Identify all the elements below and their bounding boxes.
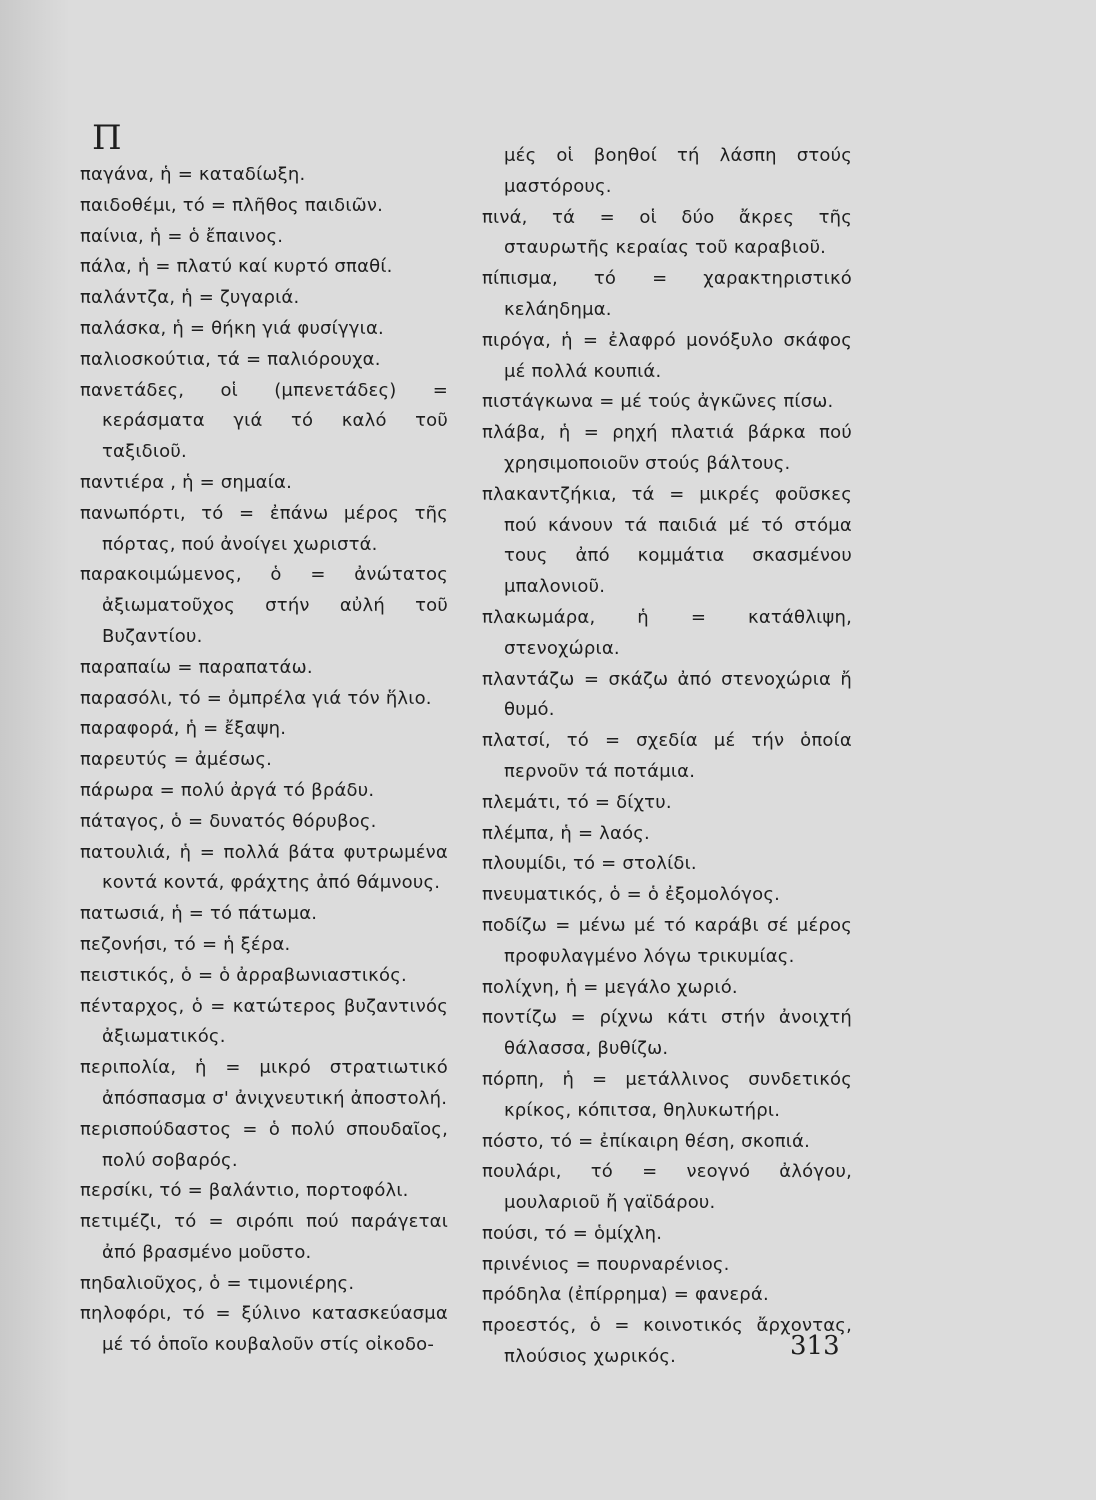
glossary-entry: πάταγος, ὁ = δυνατός θόρυβος. xyxy=(80,810,377,832)
glossary-entry: παρασόλι, τό = ὀμπρέλα γιά τόν ἥλιο. xyxy=(80,687,432,709)
glossary-entry: παίνια, ἡ = ὁ ἔπαινος. xyxy=(80,225,284,247)
glossary-entry: πατωσιά, ἡ = τό πάτωμα. xyxy=(80,903,318,925)
page-edge-shadow xyxy=(0,0,70,1500)
continued-entry: μές οἱ βοηθοί τή λάσπη στούς μαστόρους. xyxy=(504,145,852,197)
glossary-entry: πατουλιά, ἡ = πολλά βάτα φυτρωμένα κοντά κοντά, φράχτης ἀπό θάμνους. xyxy=(80,841,448,894)
glossary-entry: ποδίζω = μένω μέ τό καράβι σέ μέρος προφυλαγμένο λόγω τρικυμίας. xyxy=(482,914,852,967)
glossary-entry: προεστός, ὁ = κοινοτικός ἄρχοντας, πλούσιος χωρικός. xyxy=(482,1315,852,1368)
glossary-entry: πανωπόρτι, τό = ἐπάνω μέρος τῆς πόρτας, πού ἀνοίγει χωριστά. xyxy=(80,502,448,555)
page-number: 313 xyxy=(790,1331,840,1361)
glossary-entry: πλακωμάρα, ἡ = κατάθλιψη, στενοχώρια. xyxy=(482,606,852,659)
glossary-entry: πούσι, τό = ὁμίχλη. xyxy=(482,1222,663,1244)
glossary-entry: παιδοθέμι, τό = πλῆθος παιδιῶν. xyxy=(80,194,384,216)
glossary-entry: πολίχνη, ἡ = μεγάλο χωριό. xyxy=(482,976,738,998)
glossary-entry: περσίκι, τό = βαλάντιο, πορτοφόλι. xyxy=(80,1180,409,1202)
glossary-entry: ποντίζω = ρίχνω κάτι στήν ἀνοιχτή θάλασσα, βυθίζω. xyxy=(482,1007,852,1060)
glossary-entry: πειστικός, ὁ = ὁ ἀρραβωνιαστικός. xyxy=(80,964,407,986)
glossary-entry: πιρόγα, ἡ = ἐλαφρό μονόξυλο σκάφος μέ πολλά κουπιά. xyxy=(482,329,852,382)
glossary-entry: πνευματικός, ὁ = ὁ ἐξομολόγος. xyxy=(482,884,781,906)
glossary-entry: πλέμπα, ἡ = λαός. xyxy=(482,822,650,844)
glossary-entry: παλιοσκούτια, τά = παλιόρουχα. xyxy=(80,348,381,370)
glossary-entry: πλάβα, ἡ = ρηχή πλατιά βάρκα πού χρησιμοποιοῦν στούς βάλτους. xyxy=(482,422,852,474)
glossary-entry: πεζονήσι, τό = ἡ ξέρα. xyxy=(80,933,291,955)
glossary-entry: πίπισμα, τό = χαρακτηριστικό κελάηδημα. xyxy=(482,268,852,320)
glossary-entry: παραπαίω = παραπατάω. xyxy=(80,656,313,678)
glossary-entry: πλεμάτι, τό = δίχτυ. xyxy=(482,791,672,813)
glossary-entry: πουλάρι, τό = νεογνό ἀλόγου, μουλαριοῦ ἤ γαϊδάρου. xyxy=(482,1161,852,1214)
glossary-entry: περισπούδαστος = ὁ πολύ σπουδαῖος, πολύ σοβαρός. xyxy=(80,1118,448,1171)
glossary-entry: πένταρχος, ὁ = κατώτερος βυζαντινός ἀξιωματικός. xyxy=(80,995,448,1048)
left-column xyxy=(80,160,448,1361)
glossary-entry: παρακοιμώμενος, ὁ = ἀνώτατος ἀξιωματοῦχος στήν αὐλή τοῦ Βυζαντίου. xyxy=(80,564,448,647)
glossary-entry: πηδαλιοῦχος, ὁ = τιμονιέρης. xyxy=(80,1272,355,1294)
glossary-entry: πλατσί, τό = σχεδία μέ τήν ὁποία περνοῦν τά ποτάμια. xyxy=(482,730,852,782)
glossary-entry: πανετάδες, οἱ (μπενετάδες) = κεράσματα γιά τό καλό τοῦ ταξιδιοῦ. xyxy=(80,379,448,463)
glossary-entry: πόρπη, ἡ = μετάλλινος συνδετικός κρίκος, κόπιτσα, θηλυκωτήρι. xyxy=(482,1068,852,1121)
glossary-entry: πιστάγκωνα = μέ τούς ἀγκῶνες πίσω. xyxy=(482,391,834,413)
glossary-entry: παλάντζα, ἡ = ζυγαριά. xyxy=(80,287,300,309)
glossary-entry: πετιμέζι, τό = σιρόπι πού παράγεται ἀπό βρασμένο μοῦστο. xyxy=(80,1211,448,1263)
glossary-entry: πρινένιος = πουρναρένιος. xyxy=(482,1253,730,1275)
right-column xyxy=(482,141,852,1373)
glossary-entry: περιπολία, ἡ = μικρό στρατιωτικό ἀπόσπασμα σ' ἀνιχνευτική ἀποστολή. xyxy=(80,1057,448,1109)
glossary-entry: πόστο, τό = ἐπίκαιρη θέση, σκοπιά. xyxy=(482,1130,811,1152)
glossary-entry: πλακαντζήκια, τά = μικρές φοῦσκες πού κάνουν τά παιδιά μέ τό στόμα τους ἀπό κομμάτια σκασμένου μπαλονιοῦ. xyxy=(482,483,852,598)
glossary-entry: παραφορά, ἡ = ἔξαψη. xyxy=(80,718,287,740)
section-letter: Π xyxy=(92,118,122,158)
glossary-entry: παρευτύς = ἀμέσως. xyxy=(80,749,273,771)
glossary-entry: πλουμίδι, τό = στολίδι. xyxy=(482,853,697,875)
glossary-entry: πάλα, ἡ = πλατύ καί κυρτό σπαθί. xyxy=(80,256,393,278)
glossary-entry: πινά, τά = οἱ δύο ἄκρες τῆς σταυρωτῆς κεραίας τοῦ καραβιοῦ. xyxy=(482,206,852,259)
glossary-entry: πλαντάζω = σκάζω ἀπό στενοχώρια ἤ θυμό. xyxy=(482,668,852,721)
glossary-entry: παγάνα, ἡ = καταδίωξη. xyxy=(80,164,306,185)
glossary-entry: πηλοφόρι, τό = ξύλινο κατασκεύασμα μέ τό ὁποῖο κουβαλοῦν στίς οἰκοδο- xyxy=(80,1303,448,1356)
glossary-entry: πρόδηλα (ἐπίρρημα) = φανερά. xyxy=(482,1284,769,1306)
glossary-entry: πάρωρα = πολύ ἀργά τό βράδυ. xyxy=(80,779,375,801)
glossary-entry: παλάσκα, ἡ = θήκη γιά φυσίγγια. xyxy=(80,317,384,339)
glossary-entry: παντιέρα , ἡ = σημαία. xyxy=(80,471,293,493)
